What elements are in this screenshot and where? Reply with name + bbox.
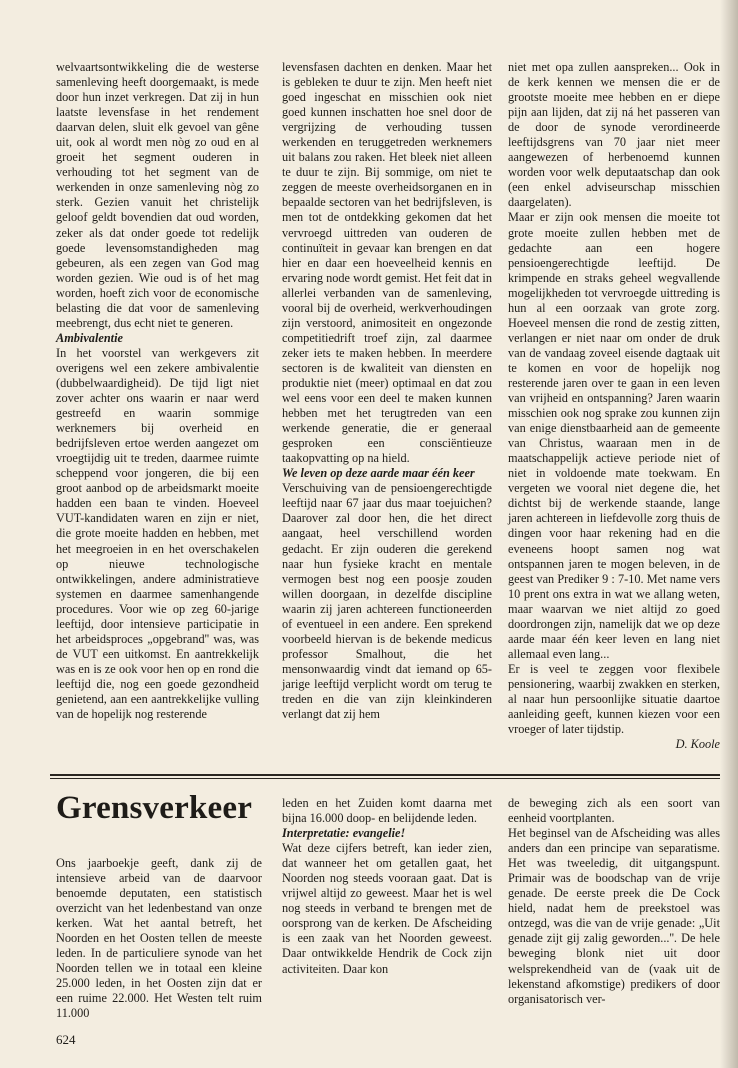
- paragraph: Wat deze cijfers betreft, kan ieder zien, dat wanneer het om getallen gaat, het Noorden nog steeds vooraan gaat. Dat is vrijwel altijd zo geweest. Maar het is wel nog steeds in verband te brengen met de oorsprong van de kerken. De Afscheiding is een zaak van het Noorden geweest. Daar ontwikkelde Hendrik de Cock zijn activiteiten. Daar kon: [282, 841, 492, 976]
- paragraph: Er is veel te zeggen voor flexibele pensionering, waarbij zwakken en sterken, al naar hun persoonlijke situatie daartoe aanleiding geeft, kunnen kiezen voor een vroeger of later tijdstip.: [508, 661, 720, 737]
- bottom-article-column-2: [282, 796, 492, 977]
- page-edge-shadow: [720, 0, 738, 1068]
- bottom-article-column-1: [56, 856, 262, 1022]
- paragraph: de beweging zich als een soort van eenheid voortplanten.: [508, 796, 720, 826]
- bottom-article-column-3: [508, 796, 720, 1007]
- section-heading: Ambivalentie: [56, 330, 123, 345]
- paragraph: niet met opa zullen aanspreken... Ook in de kerk kennen we mensen die er de grootste moeite mee hebben en er diepe pijn aan lijden, dat zij ná het passeren van de door de synode verordineerde leeftijdsgrens van 70 jaar niet meer aangewezen of herbenoemd kunnen worden voor welk deputaatschap dan ook (een enkel adviseurschap misschien daargelaten).: [508, 60, 720, 210]
- article-title: Grensverkeer: [56, 790, 253, 826]
- paragraph: Ons jaarboekje geeft, dank zij de intensieve arbeid van de daarvoor benoemde deputaten, een statistisch overzicht van het ledenbestand van onze kerken. Wat het aantal betreft, het Noorden en het Oosten tellen de meeste leden. In de particuliere synode van het Noorden tellen we in totaal een kleine 25.000 leden, in het Oosten zijn dat er een ruime 22.000. Het Westen telt ruim 11.000: [56, 856, 262, 1021]
- article-divider: [50, 774, 720, 776]
- section-heading: Interpretatie: evangelie!: [282, 826, 406, 841]
- top-article-column-3: [508, 60, 720, 752]
- paragraph: Maar er zijn ook mensen die moeite tot grote moeite zullen hebben met de gedachte aan een hogere pensioengerechtigde leeftijd. De krimpende en straks geheel wegvallende mogelijkheden tot vervroegde uittreding is hun al een oorzaak van grote zorg. Hoeveel mensen die rond de zestig zitten, verlangen er niet naar om onder de druk van de vandaag zoveel eisende dagtaak uit te komen en voor de hopelijk nog resterende jaren over te gaan in een leven van vrijheid en ontspanning? Jaren waarin misschien ook nog sprake zou kunnen zijn van enige dienstbaarheid aan de gemeente van Christus, waaraan men in de maatschappelijk actieve periode niet of niet in voldoende mate toekwam. En vergeten we vooral niet degene die, het dichtst bij de werkende staande, lange jaren achtereen in liefdevolle zorg thuis de dingen voor haar rekening had en die eveneens hoopt samen nog wat ontspannen jaren te mogen beleven, in de geest van Prediker 9 : 7-10. Met name vers 10 prent ons extra in wat we allang weten, maar waarvan we niet altijd zo goed doordrongen zijn, namelijk dat we op deze aarde maar één keer leven en lang niet allemaal even lang...: [508, 210, 720, 661]
- paragraph: In het voorstel van werkgevers zit overigens wel een zekere ambivalentie (dubbelwaardigheid). De tijd ligt niet zover achter ons waarin er naar werd gestreefd en waarin sommige werknemers bij overheid en bedrijfsleven ertoe werden aangezet om vroegtijdig uit te treden, daarmee ruimte scheppend voor jongeren, die bij een groot aanbod op de arbeidsmarkt moeite hadden een baan te vinden. Hoeveel VUT-kandidaten waren en zijn er niet, die grote moeite hadden en hebben, met het meegroeien in en het overschakelen op nieuwe technologische ontwikkelingen, andere administratieve systemen en daarmee samenhangende procedures. Voor wie op zeg 60-jarige leeftijd, door intensieve participatie in het arbeidsproces „opgebrand'' was, was de VUT een uitkomst. En aantrekkelijk was en is ze ook voor hen op en rond die leeftijd die, nog een goede gezondheid genietend, aan een aantrekkelijke vulling van de hopelijk nog resterende: [56, 345, 259, 722]
- paragraph: welvaartsontwikkeling die de westerse samenleving heeft doorgemaakt, is mede door hun inzet verkregen. Dat zij in hun laatste levensfase in het rendement daarvan delen, sluit elk gevoel van gêne uit, ook al wordt men nòg zo oud en al groeit het segment ouderen in verhouding tot het segment van de werkenden in onze samenleving nòg zo sterk. Gezien vanuit het christelijk geloof geldt bovendien dat oud worden, zeker als dat onder goede tot redelijk goede levensomstandigheden mag gebeuren, als een zegen van God mag worden gezien. Wie oud is of het mag worden, hoeft zich voor de economische belasting die dat voor de samenleving meebrengt, dus echt niet te generen.: [56, 60, 259, 330]
- paragraph: levensfasen dachten en denken. Maar het is gebleken te duur te zijn. Men heeft niet goed ingeschat en misschien ook niet goed kunnen inschatten hoe snel door de vergrijzing de verhouding tussen werkenden en teruggetreden werknemers uit balans zou raken. Het bleek niet alleen te duur te zijn. Bij sommige, om niet te zeggen de meeste overheidsorganen en in bepaalde sectoren van het bedrijfsleven, is men tot de ontdekking gekomen dat het vervroegd uittreden van ouderen de continuïteit in gevaar kan brengen en dat hier en daar een hoeveelheid kennis en ervaring node wordt gemist. Het feit dat in allerlei verbanden van de samenleving, vooral bij de overheid, werkverhoudingen zijn verstoord, animositeit en ongezonde competitiedrift troef zijn, zal daarmee zeker iets te maken hebben. In meerdere sectoren is de kwaliteit van diensten en produktie niet (meer) optimaal en dat zou wel eens voor een deel te maken kunnen hebben met het terugtreden van een werkende generatie, die er generaal gesproken een consciëntieuze taakopvatting op na hield.: [282, 60, 492, 466]
- top-article-column-2: [282, 60, 492, 722]
- paragraph: leden en het Zuiden komt daarna met bijna 16.000 doop- en belijdende leden.: [282, 796, 492, 826]
- author-signature: D. Koole: [675, 737, 720, 752]
- section-heading: We leven op deze aarde maar één keer: [282, 466, 475, 481]
- paragraph: Het beginsel van de Afscheiding was alles anders dan een principe van separatisme. Het was tweeledig, dit uitgangspunt. Primair was de boodschap van de vrije genade. De eerste preek die De Cock hield, nadat hem de preekstoel was ontzegd, was die van de vrije genade: „Uit genade zijt gij zalig geworden...''. De hele beweging blonk niet uit door welsprekendheid van de (vaak uit de lekenstand afkomstige) predikers of door organisatorisch ver-: [508, 826, 720, 1006]
- top-article-column-1: [56, 60, 259, 722]
- paragraph: Verschuiving van de pensioengerechtigde leeftijd naar 67 jaar dus maar toejuichen? Daarover zal door hen, die het direct aangaat, heel verschillend worden gedacht. Er zijn ouderen die gerekend naar hun fysieke kracht en mentale vermogen best nog een poosje zouden willen doorgaan, in dezelfde discipline waarin zij jaren achtereen functioneerden of eventueel in een andere. Een sprekend voorbeeld hiervan is de bekende medicus professor Smalhout, die het mensonwaardig vindt dat iemand op 65-jarige leeftijd verplicht wordt om terug te treden en die van zijn kleinkinderen verlangt dat zij hem: [282, 481, 492, 722]
- page-number: 624: [56, 1032, 76, 1047]
- article-divider-thin: [50, 778, 720, 779]
